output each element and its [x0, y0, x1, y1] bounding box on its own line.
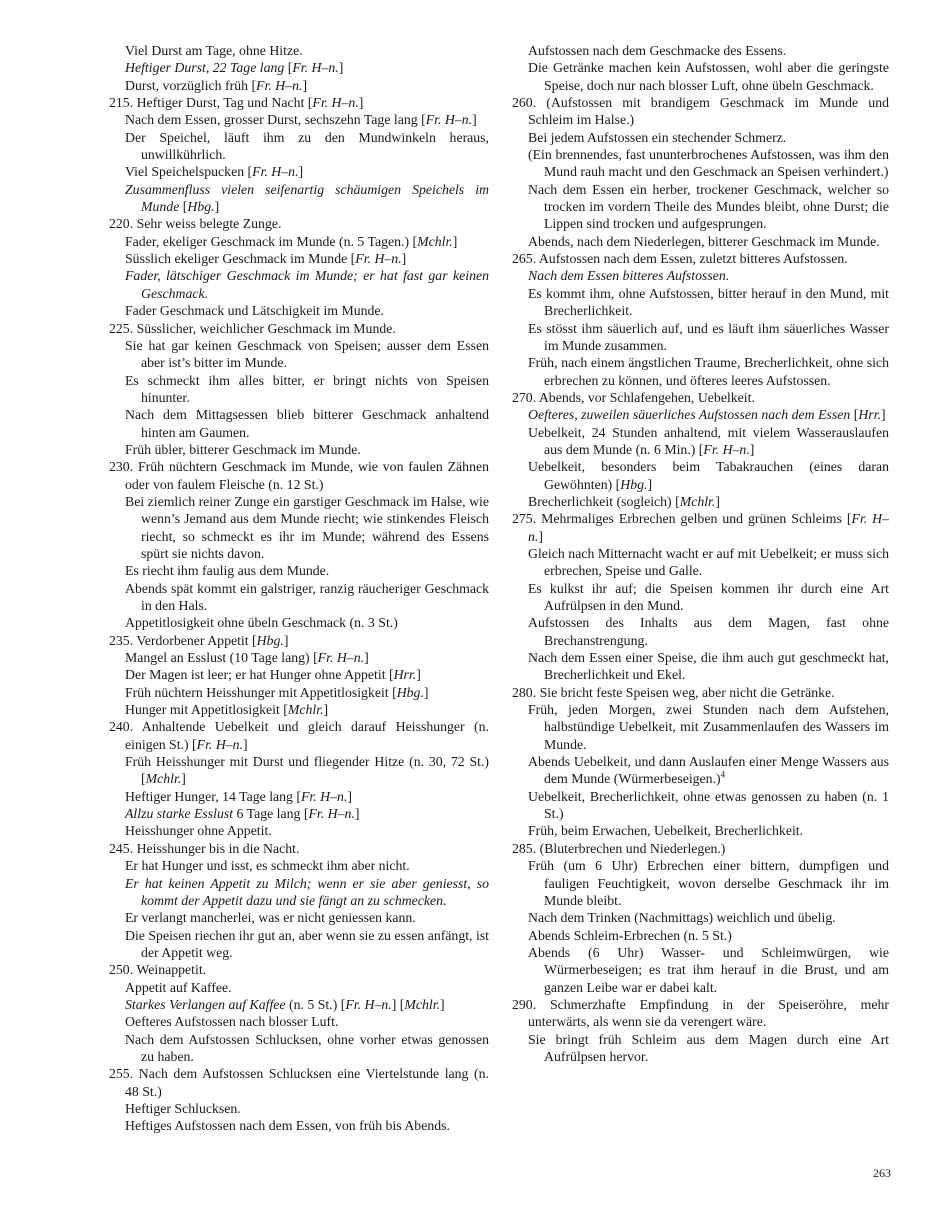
italic-text: Er hat keinen Appetit zu Milch; wenn er sie aber geniesst, so kommt der Appetit dazu und sie fängt an zu schmecken. [125, 875, 489, 908]
symptom-entry [512, 857, 889, 909]
entry-text: ] [354, 806, 360, 822]
symptom-entry [109, 805, 489, 822]
numbered-symptom-entry [512, 389, 889, 406]
italic-text: Fr. H–n. [425, 112, 473, 128]
symptom-entry [512, 181, 889, 233]
right-column [512, 42, 889, 1065]
symptom-entry [109, 493, 489, 562]
numbered-symptom-entry [512, 250, 889, 267]
italic-text: Fr. H–n. [308, 806, 355, 822]
symptom-entry [109, 562, 489, 579]
entry-text: Nach dem Essen ein herber, trockener Geschmack, welcher so trocken im vordern Theile des Mundes bleibt, ohne Durst; die Lippen sind trocken und aufgesprungen. [528, 181, 889, 232]
italic-text: Hbg. [396, 684, 424, 700]
symptom-entry [512, 233, 889, 250]
numbered-symptom-entry [512, 94, 889, 129]
entry-text: ] [423, 684, 429, 700]
italic-text: Fr. H–n. [703, 441, 750, 457]
symptom-entry [512, 649, 889, 684]
italic-text: Hrr. [393, 667, 417, 683]
entry-text: 255. Nach dem Aufstossen Schlucksen eine Viertelstunde lang (n. 48 St.) [109, 1066, 489, 1099]
symptom-entry [512, 267, 889, 284]
italic-text: Mchlr. [404, 996, 441, 1012]
entry-text: 245. Heisshunger bis in die Nacht. [109, 840, 300, 856]
entry-text: ] [401, 251, 407, 267]
symptom-entry [109, 406, 489, 441]
entry-text: (n. 5 St.) [ [285, 996, 346, 1012]
numbered-symptom-entry [109, 215, 489, 232]
numbered-symptom-entry [512, 684, 889, 701]
entry-text: Süsslich ekeliger Geschmack im Munde [ [125, 251, 356, 267]
italic-text: Fr. H–n. [355, 251, 402, 267]
entry-text: Bei ziemlich reiner Zunge ein garstiger Geschmack im Halse, wie wenn’s Jemand aus dem Munde riecht; wie stinkendes Fleisch riecht, so schmeckt es ihr im Munde; während des Essens spürt sie nichts davon. [125, 493, 489, 561]
footnote-marker: 4 [720, 769, 726, 780]
entry-text: ] [298, 164, 304, 180]
entry-text: ] [347, 788, 352, 804]
entry-text: 265. Aufstossen nach dem Essen, zuletzt bitteres Aufstossen. [512, 251, 848, 267]
entry-text: Nach dem Mittagsessen blieb bitterer Geschmack anhaltend hinten am Gaumen. [125, 407, 489, 440]
symptom-entry [109, 909, 489, 926]
entry-text: Abends spät kommt ein galstriger, ranzig räucheriger Geschmack in den Hals. [125, 580, 489, 613]
italic-text: Hbg. [256, 632, 284, 648]
entry-text: 230. Früh nüchtern Geschmack im Munde, wie von faulen Zähnen oder von faulem Fleische (n. 12 St.) [109, 459, 489, 492]
italic-text: Fr. H–n. [196, 736, 244, 752]
symptom-entry [512, 320, 889, 355]
italic-text: Fr. H–n. [345, 996, 392, 1012]
entry-text: Heftiges Aufstossen nach dem Essen, von früh bis Abends. [125, 1118, 450, 1134]
entry-text: Fader Geschmack und Lätschigkeit im Munde. [125, 303, 385, 319]
entry-text: ] [364, 650, 369, 666]
entry-text: 285. (Bluterbrechen und Niederlegen.) [512, 840, 726, 856]
entry-text: Heftiger Schlucksen. [125, 1100, 241, 1116]
symptom-entry [512, 701, 889, 753]
italic-text: Mchlr. [287, 702, 324, 718]
entry-text: ] [440, 996, 445, 1012]
entry-text: ] [338, 60, 344, 76]
symptom-entry [109, 996, 489, 1013]
numbered-symptom-entry [512, 840, 889, 857]
symptom-entry [109, 649, 489, 666]
entry-text: Es kulkst ihr auf; die Speisen kommen ihr durch eine Art Aufrülpsen in den Mund. [528, 580, 889, 613]
entry-text: Hunger mit Appetitlosigkeit [ [125, 702, 288, 718]
entry-text: ] [538, 528, 543, 544]
symptom-entry [109, 250, 489, 267]
symptom-entry [512, 1031, 889, 1066]
italic-text: Hbg. [187, 199, 215, 215]
entry-text: ] [452, 233, 458, 249]
symptom-entry [512, 580, 889, 615]
symptom-entry [109, 181, 489, 216]
symptom-entry [109, 267, 489, 302]
entry-text: Es schmeckt ihm alles bitter, er bringt nichts von Speisen hinunter. [125, 372, 489, 405]
numbered-symptom-entry [109, 320, 489, 337]
entry-text: 260. (Aufstossen mit brandigem Geschmack im Munde und Schleim im Halse.) [512, 95, 889, 128]
entry-text: Uebelkeit, Brecherlichkeit, ohne etwas genossen zu haben (n. 1 St.) [528, 788, 889, 822]
italic-text: Fr. H–n. [301, 788, 348, 804]
italic-text: Zusammenfluss vielen seifenartig schäumigen Speichels im Munde [125, 181, 489, 215]
symptom-entry [109, 337, 489, 372]
symptom-entry [109, 857, 489, 874]
symptom-entry [512, 614, 889, 649]
symptom-entry [109, 129, 489, 164]
entry-text: Heisshunger ohne Appetit. [125, 823, 272, 839]
entry-text: Heftiger Hunger, 14 Tage lang [ [125, 788, 301, 804]
italic-text: Mchlr. [145, 771, 182, 787]
entry-text: ] [472, 112, 477, 128]
numbered-symptom-entry [109, 718, 489, 753]
entry-text: ] [880, 407, 886, 423]
italic-text: Hbg. [620, 476, 648, 492]
entry-text: [ [284, 60, 293, 76]
entry-text: Es stösst ihm säuerlich auf, und es läuft ihm säuerliches Wasser im Munde zusammen. [528, 320, 889, 353]
numbered-symptom-entry [109, 458, 489, 493]
numbered-symptom-entry [109, 1065, 489, 1100]
entry-text: ] [243, 736, 248, 752]
symptom-entry [109, 372, 489, 407]
entry-text: Früh übler, bitterer Geschmack im Munde. [125, 441, 361, 457]
entry-text: Oefteres Aufstossen nach blosser Luft. [125, 1014, 339, 1030]
entry-text: ] [323, 702, 329, 718]
symptom-entry [512, 493, 889, 510]
entry-text: Nach dem Aufstossen Schlucksen, ohne vorher etwas genossen zu haben. [125, 1031, 489, 1064]
symptom-entry [109, 77, 489, 94]
symptom-entry [512, 285, 889, 320]
italic-text: Mchlr. [417, 233, 453, 249]
entry-text: Fader, ekeliger Geschmack im Munde (n. 5 Tagen.) [ [125, 233, 418, 249]
numbered-symptom-entry [109, 632, 489, 649]
symptom-entry [109, 684, 489, 701]
entry-text: Abends Uebelkeit, und dann Auslaufen einer Menge Wassers aus dem Munde (Würmerbeseigen.) [528, 754, 889, 787]
entry-text: Die Getränke machen kein Aufstossen, wohl aber die geringste Speise, doch nur nach blosser Luft, ohne übeln Geschmack. [528, 60, 889, 93]
entry-text: 240. Anhaltende Uebelkeit und gleich darauf Heisshunger (n. einigen St.) [ [109, 719, 489, 752]
entry-text: Durst, vorzüglich früh [ [125, 77, 257, 93]
italic-text: Fr. H–n. [312, 95, 359, 111]
italic-text: Fr. H–n. [292, 60, 339, 76]
entry-text: Der Magen ist leer; er hat Hunger ohne Appetit [ [125, 667, 394, 683]
entry-text: Uebelkeit, 24 Stunden anhaltend, mit vielem Wasserauslaufen aus dem Munde (n. 6 Min.) [ [528, 424, 889, 457]
entry-text: Sie bringt früh Schleim aus dem Magen durch eine Art Aufrülpsen hervor. [528, 1031, 889, 1064]
entry-text: ] [ [391, 996, 405, 1012]
entry-text: (Ein brennendes, fast ununterbrochenes Aufstossen, was ihm den Mund rauh macht und den Geschmack an Speisen verhindert.) [528, 147, 889, 180]
symptom-entry [109, 701, 489, 718]
entry-text: 275. Mehrmaliges Erbrechen gelben und grünen Schleims [ [512, 511, 852, 527]
symptom-entry [109, 614, 489, 631]
symptom-entry [109, 233, 489, 250]
entry-text: Nach dem Trinken (Nachmittags) weichlich und übelig. [528, 910, 836, 926]
symptom-entry [109, 875, 489, 910]
left-column [109, 42, 489, 1135]
entry-text: 290. Schmerzhafte Empfindung in der Speiseröhre, mehr unterwärts, als wenn sie da verengert wäre. [512, 996, 889, 1030]
symptom-entry [109, 822, 489, 839]
entry-text: [ [179, 199, 188, 215]
symptom-entry [109, 753, 489, 788]
entry-text: 280. Sie bricht feste Speisen weg, aber nicht die Getränke. [512, 684, 835, 700]
entry-text: Es riecht ihm faulig aus dem Munde. [125, 563, 330, 579]
symptom-entry [512, 42, 889, 59]
symptom-entry [109, 788, 489, 805]
page-number: 263 [873, 1166, 891, 1180]
entry-text: Uebelkeit, besonders beim Tabakrauchen (eines daran Gewöhnten) [ [528, 459, 889, 492]
numbered-symptom-entry [512, 510, 889, 545]
numbered-symptom-entry [512, 996, 889, 1031]
italic-text: Fr. H–n. [252, 164, 299, 180]
entry-text: ] [749, 441, 755, 457]
italic-text: Mchlr. [679, 493, 716, 509]
entry-text: Viel Durst am Tage, ohne Hitze. [125, 43, 303, 58]
entry-text: 215. Heftiger Durst, Tag und Nacht [ [109, 95, 313, 111]
italic-text: Fr. H–n. [528, 511, 890, 544]
numbered-symptom-entry [109, 961, 489, 978]
entry-text: ] [181, 771, 186, 787]
symptom-entry [512, 909, 889, 926]
entry-text: Aufstossen nach dem Geschmacke des Essens. [528, 43, 787, 58]
entry-text: Mangel an Esslust (10 Tage lang) [ [125, 650, 318, 666]
italic-text: Nach dem Essen bitteres Aufstossen. [528, 268, 730, 284]
symptom-entry [512, 424, 889, 459]
entry-text: ] [358, 95, 364, 111]
symptom-entry [512, 59, 889, 94]
entry-text: 250. Weinappetit. [109, 962, 207, 978]
entry-text: Früh nüchtern Heisshunger mit Appetitlosigkeit [ [125, 684, 397, 700]
entry-text: Nach dem Essen einer Speise, die ihm auch gut geschmeckt hat, Brecherlichkeit und Ekel. [528, 650, 889, 683]
symptom-entry [109, 59, 489, 76]
symptom-entry [109, 1100, 489, 1117]
italic-text: Heftiger Durst, 22 Tage lang [125, 60, 285, 76]
entry-text: Die Speisen riechen ihr gut an, aber wenn sie zu essen anfängt, ist der Appetit weg. [125, 927, 489, 960]
entry-text: Der Speichel, läuft ihm zu den Mundwinkeln heraus, unwillkührlich. [125, 129, 489, 163]
entry-text: ] [647, 476, 653, 492]
symptom-entry [512, 146, 889, 181]
numbered-symptom-entry [109, 840, 489, 857]
symptom-entry [512, 788, 889, 823]
entry-text: Nach dem Essen, grosser Durst, sechszehn Tage lang [ [125, 112, 426, 128]
entry-text: Er hat Hunger und isst, es schmeckt ihm aber nicht. [125, 858, 410, 874]
entry-text: 220. Sehr weiss belegte Zunge. [109, 216, 282, 232]
entry-text: Früh (um 6 Uhr) Erbrechen einer bittern, dumpfigen und fauligen Feuchtigkeit, wovon derselbe Geschmack ihr im Munde bleibt. [528, 858, 889, 908]
italic-text: Oefteres, zuweilen säuerliches Aufstossen nach dem Essen [528, 407, 851, 423]
symptom-entry [512, 822, 889, 839]
symptom-entry [109, 1117, 489, 1134]
entry-text: Appetitlosigkeit ohne übeln Geschmack (n. 3 St.) [125, 615, 398, 631]
symptom-entry [109, 580, 489, 615]
entry-text: Früh, jeden Morgen, zwei Stunden nach dem Aufstehen, halbstündige Uebelkeit, mit Zusammenlaufen des Wassers im Munde. [528, 702, 889, 752]
entry-text: ] [715, 493, 720, 509]
entry-text: ] [283, 632, 289, 648]
symptom-entry [109, 1013, 489, 1030]
symptom-entry [109, 163, 489, 180]
symptom-entry [512, 406, 889, 423]
italic-text: Fr. H–n. [317, 650, 365, 666]
italic-text: Hrr. [858, 407, 881, 423]
symptom-entry [512, 545, 889, 580]
entry-text: Aufstossen des Inhalts aus dem Magen, fast ohne Brechanstrengung. [528, 615, 889, 648]
numbered-symptom-entry [109, 94, 489, 111]
italic-text: Fr. H–n. [256, 77, 303, 93]
entry-text: 235. Verdorbener Appetit [ [109, 632, 257, 648]
symptom-entry [109, 42, 489, 59]
symptom-entry [109, 302, 489, 319]
symptom-entry [109, 441, 489, 458]
entry-text: Es kommt ihm, ohne Aufstossen, bitter herauf in den Mund, mit Brecherlichkeit. [528, 285, 889, 319]
italic-text: Allzu starke Esslust [125, 806, 234, 822]
symptom-entry [512, 944, 889, 996]
symptom-entry [109, 927, 489, 962]
entry-text: Früh Heisshunger mit Durst und fliegender Hitze (n. 30, 72 St.) [ [125, 754, 489, 787]
entry-text: Sie hat gar keinen Geschmack von Speisen; ausser dem Essen aber ist’s bitter im Munde. [125, 337, 489, 371]
symptom-entry [512, 458, 889, 493]
symptom-entry [512, 927, 889, 944]
entry-text: Viel Speichelspucken [ [125, 164, 253, 180]
italic-text: Starkes Verlangen auf Kaffee [125, 996, 286, 1012]
symptom-entry [109, 111, 489, 128]
entry-text: Er verlangt mancherlei, was er nicht geniessen kann. [125, 910, 416, 926]
entry-text: 225. Süsslicher, weichlicher Geschmack im Munde. [109, 320, 396, 336]
entry-text: ] [214, 199, 220, 215]
symptom-entry [109, 1031, 489, 1066]
entry-text: Appetit auf Kaffee. [125, 979, 232, 995]
entry-text: Gleich nach Mitternacht wacht er auf mit Uebelkeit; er muss sich erbrechen, Speise und Galle. [528, 545, 889, 579]
entry-text: Brecherlichkeit (sogleich) [ [528, 493, 680, 509]
entry-text: Früh, beim Erwachen, Uebelkeit, Brecherlichkeit. [528, 823, 804, 839]
entry-text: 6 Tage lang [ [233, 806, 309, 822]
symptom-entry [512, 354, 889, 389]
entry-text: Früh, nach einem ängstlichen Traume, Brecherlichkeit, ohne sich erbrechen zu können, und öfteres leeres Aufstossen. [528, 355, 889, 388]
entry-text: Abends (6 Uhr) Wasser- und Schleimwürgen, wie Würmerbeseigen; es trat ihm herauf in die Brust, und am ganzen Leibe war er dabei kalt. [528, 944, 889, 995]
symptom-entry [512, 753, 889, 788]
symptom-entry [512, 129, 889, 146]
entry-text: [ [850, 407, 859, 423]
entry-text: 270. Abends, vor Schlafengehen, Uebelkeit. [512, 389, 755, 405]
entry-text: Bei jedem Aufstossen ein stechender Schmerz. [528, 129, 787, 145]
entry-text: Abends, nach dem Niederlegen, bitterer Geschmack im Munde. [528, 233, 880, 249]
entry-text: ] [416, 667, 421, 683]
entry-text: Abends Schleim-Erbrechen (n. 5 St.) [528, 927, 732, 943]
entry-text: ] [302, 77, 308, 93]
symptom-entry [109, 666, 489, 683]
italic-text: Fader, lätschiger Geschmack im Munde; er hat fast gar keinen Geschmack. [125, 268, 489, 301]
symptom-entry [109, 979, 489, 996]
